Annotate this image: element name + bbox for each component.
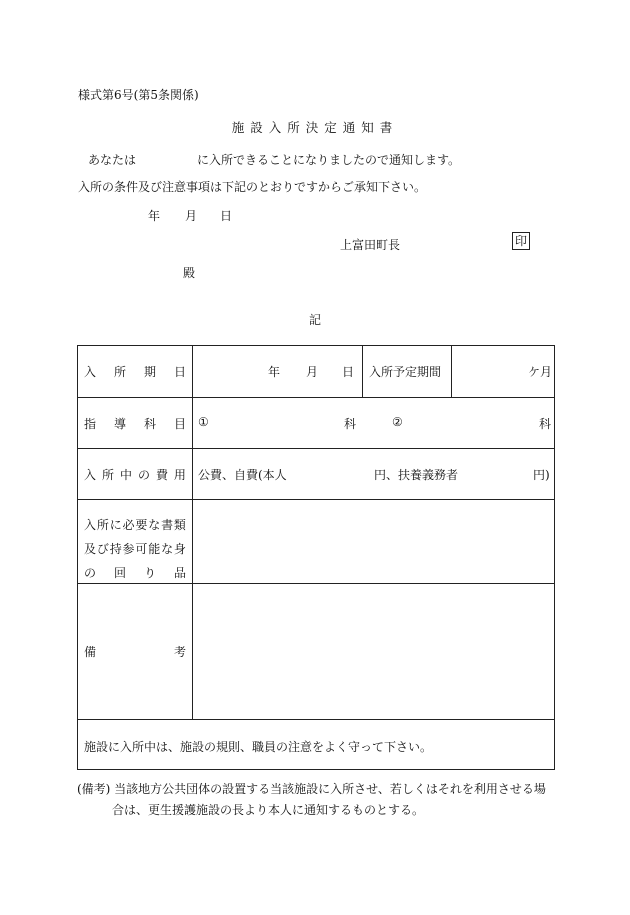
notice-line-conditions: 入所の条件及び注意事項は下記のとおりですからご承知下さい。 (78, 180, 427, 194)
subject-second-unit: 科 (539, 417, 552, 431)
label-line: 入 所 に 必 要 な 書 類 (84, 518, 186, 532)
label-line: の 回 り 品 (84, 566, 186, 580)
ki-heading: 記 (308, 313, 321, 327)
notice-line-prefix: あなたは (88, 153, 137, 167)
cost-guardian: 円、扶養義務者 (374, 468, 459, 482)
subject-first-mark: ① (198, 415, 209, 429)
admission-month: 月 (306, 365, 319, 379)
label-admission-cost: 入 所 中 の 費 用 (84, 468, 186, 482)
column-divider (451, 346, 452, 397)
subject-second-mark: ② (392, 415, 403, 429)
details-table (77, 345, 555, 770)
row-divider (78, 499, 554, 500)
issuer-name: 上富田町長 (340, 238, 401, 252)
admission-day: 日 (342, 365, 355, 379)
facility-rules-note: 施設に入所中は、施設の規則、職員の注意をよく守って下さい。 (84, 740, 433, 754)
date-month: 月 (185, 209, 198, 223)
label-required-items (84, 513, 186, 585)
seal-mark: 印 (512, 232, 530, 250)
label-guidance-subjects: 指 導 科 目 (84, 417, 186, 431)
label-line: 及 び 持 参 可 能 な 身 (84, 542, 186, 556)
planned-period-label: 入所予定期間 (369, 365, 442, 379)
label-remarks: 備 考 (84, 645, 186, 659)
column-divider (192, 346, 193, 719)
label-admission-date: 入 所 期 日 (84, 365, 186, 379)
remarks-note-line2: 合は、更生援護施設の長より本人に通知するものとする。 (112, 803, 425, 817)
notice-line-suffix: に入所できることになりましたので通知します。 (197, 153, 461, 167)
date-day: 日 (220, 209, 233, 223)
cost-closing: 円) (533, 468, 550, 482)
cost-self-pay: 公費、自費(本人 (198, 468, 287, 482)
row-divider (78, 397, 554, 398)
row-divider (78, 448, 554, 449)
planned-period-unit: ケ月 (528, 365, 553, 379)
subject-first-unit: 科 (344, 417, 357, 431)
admission-year: 年 (268, 365, 281, 379)
addressee-honorific: 殿 (183, 266, 196, 280)
date-year: 年 (148, 209, 161, 223)
form-id: 様式第6号(第5条関係) (78, 88, 199, 102)
column-divider (362, 346, 363, 397)
document-title: 施設入所決定通知書 (231, 120, 399, 135)
row-divider (78, 719, 554, 720)
remarks-note-line1: (備考) 当該地方公共団体の設置する当該施設に入所させ、若しくはそれを利用させる場 (77, 782, 546, 796)
